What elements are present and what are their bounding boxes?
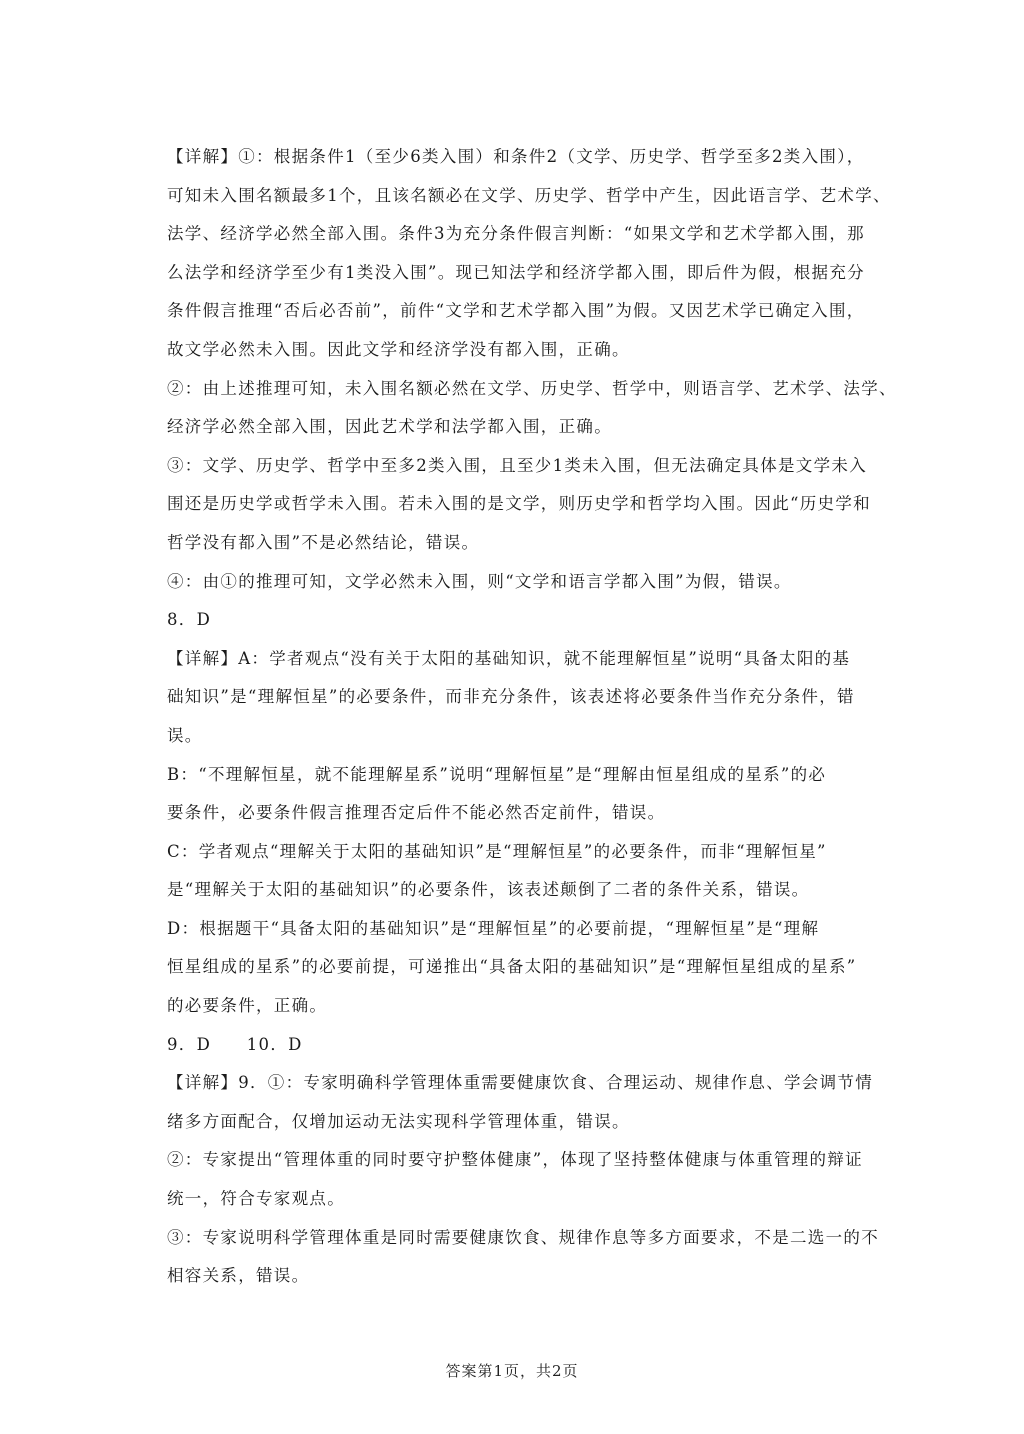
answer-key-8: 8．D [167,610,212,630]
text-line: 础知识”是“理解恒星”的必要条件，而非充分条件，该表述将必要条件当作充分条件，错 [167,687,855,707]
text-line: ③：文学、历史学、哲学中至多2类入围，且至少1类未入围，但无法确定具体是文学未入 [167,455,867,475]
answer-explanation-body [167,138,897,1296]
text-line: 统一，符合专家观点。 [167,1189,345,1209]
text-line: ②：专家提出“管理体重的同时要守护整体健康”，体现了坚持整体健康与体重管理的辩证 [167,1150,863,1170]
text-line: 【详解】①：根据条件1（至少6类入围）和条件2（文学、历史学、哲学至多2类入围）， [167,147,865,166]
text-line: 法学、经济学必然全部入围。条件3为充分条件假言判断：“如果文学和艺术学都入围，那 [167,224,865,244]
text-line: ④：由①的推理可知，文学必然未入围，则“文学和语言学都入围”为假，错误。 [167,571,792,591]
text-line: 要条件，必要条件假言推理否定后件不能必然否定前件，错误。 [167,803,666,823]
text-line: 可知未入围名额最多1个，且该名额必在文学、历史学、哲学中产生，因此语言学、艺术学、 [167,185,891,205]
page-footer: 答案第1页，共2页 [445,1362,579,1380]
text-line: 是“理解关于太阳的基础知识”的必要条件，该表述颠倒了二者的条件关系，错误。 [167,880,810,900]
text-line: 故文学必然未入围。因此文学和经济学没有都入围，正确。 [167,339,630,359]
text-line: D：根据题干“具备太阳的基础知识”是“理解恒星”的必要前提，“理解恒星”是“理解 [167,918,820,938]
text-line: 相容关系，错误。 [167,1266,310,1286]
text-line: 误。 [167,725,203,745]
text-line: 【详解】A：学者观点“没有关于太阳的基础知识，就不能理解恒星”说明“具备太阳的基 [167,648,851,668]
answer-key-9-10: 9．D 10．D [167,1034,303,1054]
text-line: 条件假言推理“否后必否前”，前件“文学和艺术学都入围”为假。又因艺术学已确定入围， [167,301,865,321]
text-line: 【详解】9．①：专家明确科学管理体重需要健康饮食、合理运动、规律作息、学会调节情 [167,1073,873,1093]
text-line: ③：专家说明科学管理体重是同时需要健康饮食、规律作息等多方面要求，不是二选一的不 [167,1227,879,1247]
text-line: 围还是历史学或哲学未入围。若未入围的是文学，则历史学和哲学均入围。因此“历史学和 [167,494,871,514]
text-line: B：“不理解恒星，就不能理解星系”说明“理解恒星”是“理解由恒星组成的星系”的必 [167,764,827,784]
text-line: 哲学没有都入围”不是必然结论，错误。 [167,532,480,552]
text-line: 么法学和经济学至少有1类没入围”。现已知法学和经济学都入围，即后件为假，根据充分 [167,262,865,282]
text-line: 恒星组成的星系”的必要前提，可递推出“具备太阳的基础知识”是“理解恒星组成的星系” [167,957,857,977]
text-line: C：学者观点“理解关于太阳的基础知识”是“理解恒星”的必要条件，而非“理解恒星” [167,841,827,861]
text-line: 经济学必然全部入围，因此艺术学和法学都入围，正确。 [167,417,612,437]
text-line: ②：由上述推理可知，未入围名额必然在文学、历史学、哲学中，则语言学、艺术学、法学、 [167,378,897,398]
text-line: 的必要条件，正确。 [167,996,328,1016]
text-line: 绪多方面配合，仅增加运动无法实现科学管理体重，错误。 [167,1111,630,1131]
